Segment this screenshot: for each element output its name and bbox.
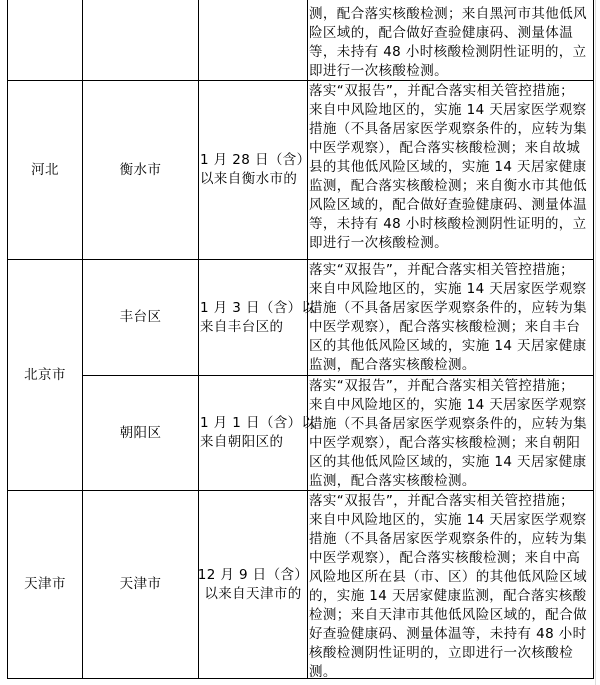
text-line: 1 月 28 日（含）	[200, 152, 311, 168]
text-line: 等，未持有 48 小时核酸检测阴性证明的，立	[309, 44, 587, 60]
scrollbar[interactable]	[595, 0, 600, 685]
text-line: 县的其他低风险区域的，实施 14 天居家健康	[309, 159, 587, 175]
text-line: 1 月 3 日（含）以	[200, 299, 316, 316]
text-line: 措施（不具备居家医学观察条件的，应转为集	[309, 531, 587, 547]
period-cell	[198, 375, 316, 491]
city-name: 衡水市	[119, 161, 162, 178]
text-line: 监测，配合落实核酸检测。	[309, 473, 476, 489]
text-line: 来自中风险地区的，实施 14 天居家医学观察	[309, 512, 587, 528]
period-cell	[198, 259, 316, 376]
city-cell	[82, 259, 199, 376]
measures-cell	[307, 259, 594, 376]
text-line: 中医学观察），配合落实核酸检测；来自丰台	[309, 319, 581, 335]
text-line: 来自丰台区的	[200, 318, 284, 335]
city-cell	[82, 490, 199, 679]
province-cell	[7, 80, 83, 260]
text-line: 核酸检测阴性证明的，立即进行一次核酸检	[309, 645, 574, 661]
measures-cell	[307, 490, 594, 679]
province-cell	[7, 0, 83, 81]
text-line: 以来自天津市的	[204, 585, 302, 602]
period-cell	[198, 490, 308, 679]
measures-cell	[307, 0, 594, 81]
text-line: 来自中风险地区的，实施 14 天居家医学观察	[309, 281, 587, 297]
text-line: 1 月 1 日（含）以	[200, 415, 316, 431]
text-line: 险区域的，配合做好查验健康码、测量体温	[309, 25, 574, 41]
province-name: 北京市	[24, 366, 66, 383]
text-line: 中医学观察），配合落实核酸检测；来自中高	[309, 550, 581, 566]
text-line: 风险区域的，配合做好查验健康码、测量体温	[309, 197, 587, 213]
text-line: 落实“双报告”，并配合落实相关管控措施；	[309, 378, 574, 394]
text-line: 中医学观察），配合落实核酸检测；来自故城	[309, 140, 581, 156]
text-line: 措施（不具备居家医学观察条件的，应转为集	[309, 300, 587, 316]
period-cell	[198, 80, 311, 260]
text-line: 好查验健康码、测量体温等，未持有 48 小时	[309, 626, 587, 642]
city-cell	[82, 375, 199, 491]
text-line: 监测，配合落实核酸检测；来自衡水市其他低	[309, 178, 587, 194]
text-line: 等，未持有 48 小时核酸检测阴性证明的，立	[309, 216, 587, 232]
city-name: 天津市	[119, 576, 162, 592]
text-line: 区的其他低风险区域的，实施 14 天居家健康	[309, 338, 587, 354]
text-line: 即进行一次核酸检测。	[309, 235, 448, 251]
text-line: 中医学观察），配合落实核酸检测；来自朝阳	[309, 435, 581, 451]
text-line: 12 月 9 日（含）	[197, 566, 309, 583]
text-line: 即进行一次核酸检测。	[309, 63, 448, 79]
city-cell	[82, 0, 199, 81]
period-cell	[198, 0, 308, 81]
city-name: 朝阳区	[119, 424, 162, 441]
text-line: 区的其他低风险区域的，实施 14 天居家健康	[309, 454, 587, 470]
text-line: 来自朝阳区的	[200, 434, 284, 450]
text-line: 监测，配合落实核酸检测。	[309, 357, 476, 373]
province-name: 河北	[31, 161, 59, 178]
text-line: 以来自衡水市的	[200, 171, 298, 187]
text-line: 措施（不具备居家医学观察条件的，应转为集	[309, 416, 587, 432]
city-name: 丰台区	[119, 309, 162, 325]
text-line: 来自中风险地区的，实施 14 天居家医学观察	[309, 397, 587, 413]
province-name: 天津市	[24, 576, 66, 592]
text-line: 测，配合落实核酸检测；来自黑河市其他低风	[309, 6, 587, 22]
measures-cell	[307, 375, 594, 491]
text-line: 来自中风险地区的，实施 14 天居家医学观察	[309, 102, 587, 118]
text-line: 测。	[309, 664, 337, 680]
text-line: 检测；来自天津市其他低风险区域的，配合做	[309, 607, 587, 623]
city-cell	[82, 80, 199, 260]
measures-cell	[307, 80, 594, 260]
text-line: 落实“双报告”，并配合落实相关管控措施；	[309, 83, 574, 99]
text-line: 风险地区所在县（市、区）的其他低风险区域	[309, 569, 587, 585]
text-line: 的，实施 14 天居家健康监测，配合落实核酸	[309, 588, 587, 604]
text-line: 落实“双报告”，并配合落实相关管控措施；	[309, 493, 574, 509]
text-line: 落实“双报告”，并配合落实相关管控措施；	[309, 262, 574, 278]
province-cell	[7, 259, 83, 491]
province-cell	[7, 490, 83, 679]
text-line: 措施（不具备居家医学观察条件的，应转为集	[309, 121, 587, 137]
